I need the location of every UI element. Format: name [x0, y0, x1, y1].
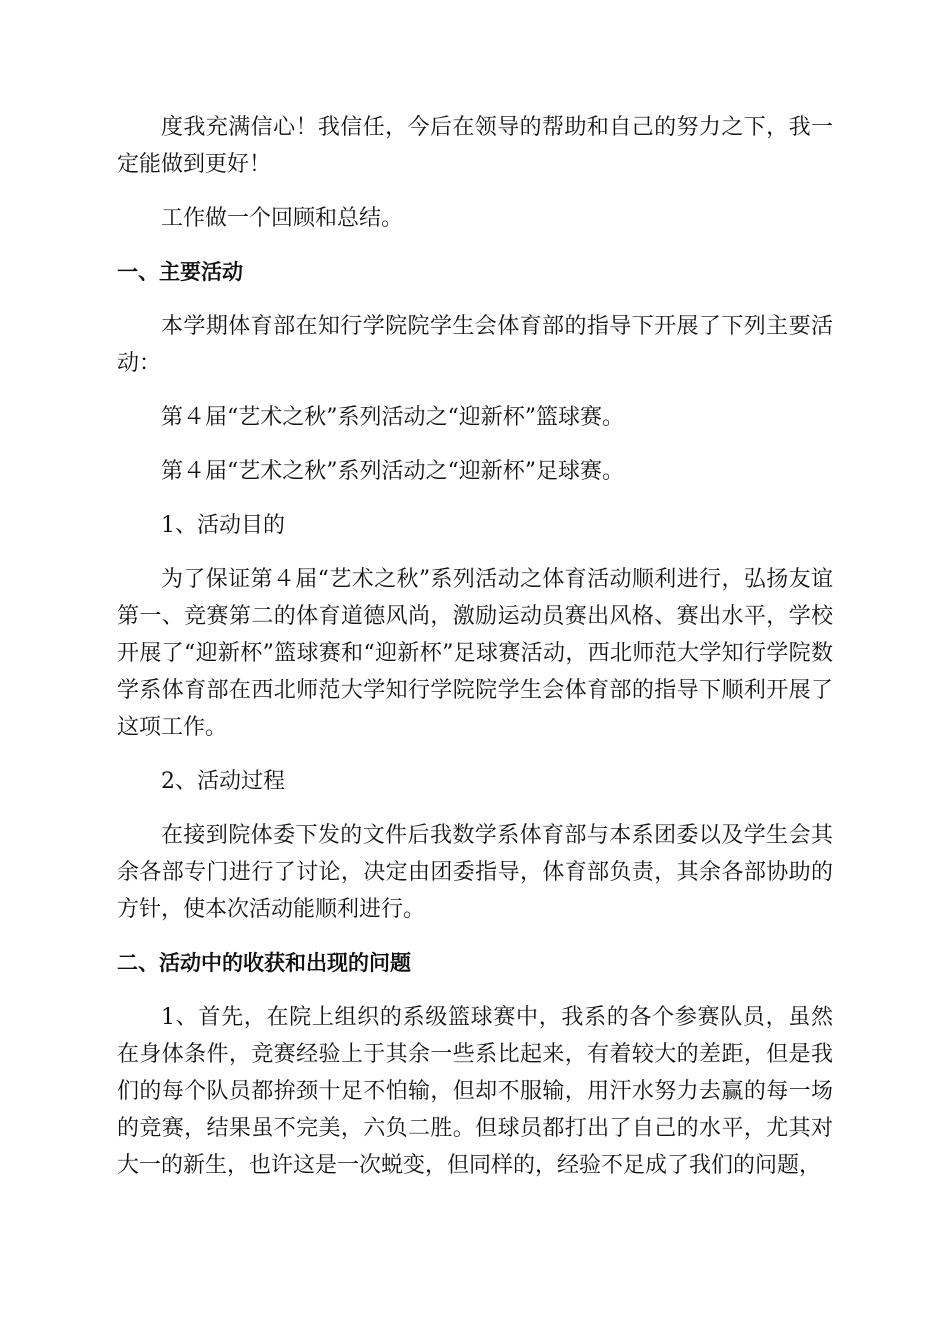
paragraph-confidence: 度我充满信心！我信任，今后在领导的帮助和自己的努力之下，我一定能做到更好！ [117, 115, 833, 177]
paragraph-basketball-event: 第４届“艺术之秋”系列活动之“迎新杯”篮球赛。 [161, 405, 624, 430]
paragraph-basketball-results: 1、首先，在院上组织的系级篮球赛中，我系的各个参赛队员，虽然在身体条件，竞赛经验上于其余一些系比起来，有着较大的差距，但是我们的每个队员都拚颈十足不怕输，但却不服输，用汗水努力去赢的每一场的竞赛，结果虽不完美，六负二胜。但球员都打出了自己的水平，尤其对大一的新生，也许这是一次蜕变，但同样的，经验不足成了我们的问题， [117, 1005, 833, 1178]
document-body [117, 109, 833, 1184]
section-heading-gains-and-problems: 二、活动中的收获和出现的问题 [117, 951, 411, 975]
paragraph-review-summary: 工作做一个回顾和总结。 [161, 206, 404, 231]
section-heading-main-activities: 一、主要活动 [117, 260, 243, 284]
paragraph-activities-intro: 本学期体育部在知行学院院学生会体育部的指导下开展了下列主要活动： [117, 314, 833, 376]
paragraph-activity-purpose: 为了保证第４届“艺术之秋”系列活动之体育活动顺利进行，弘扬友谊第一、竞赛第二的体育道德风尚，激励运动员赛出风格、赛出水平，学校开展了“迎新杯”篮球赛和“迎新杯”足球赛活动，西北师范大学知行学院数学系体育部在西北师范大学知行学院院学生会体育部的指导下顺利开展了这项工作。 [117, 567, 833, 740]
subheading-activity-purpose: 1、活动目的 [161, 513, 285, 538]
subheading-activity-process: 2、活动过程 [161, 769, 285, 794]
paragraph-activity-process: 在接到院体委下发的文件后我数学系体育部与本系团委以及学生会其余各部专门进行了讨论，决定由团委指导，体育部负责，其余各部协助的方针，使本次活动能顺利进行。 [117, 823, 833, 922]
paragraph-football-event: 第４届“艺术之秋”系列活动之“迎新杯”足球赛。 [161, 459, 624, 484]
